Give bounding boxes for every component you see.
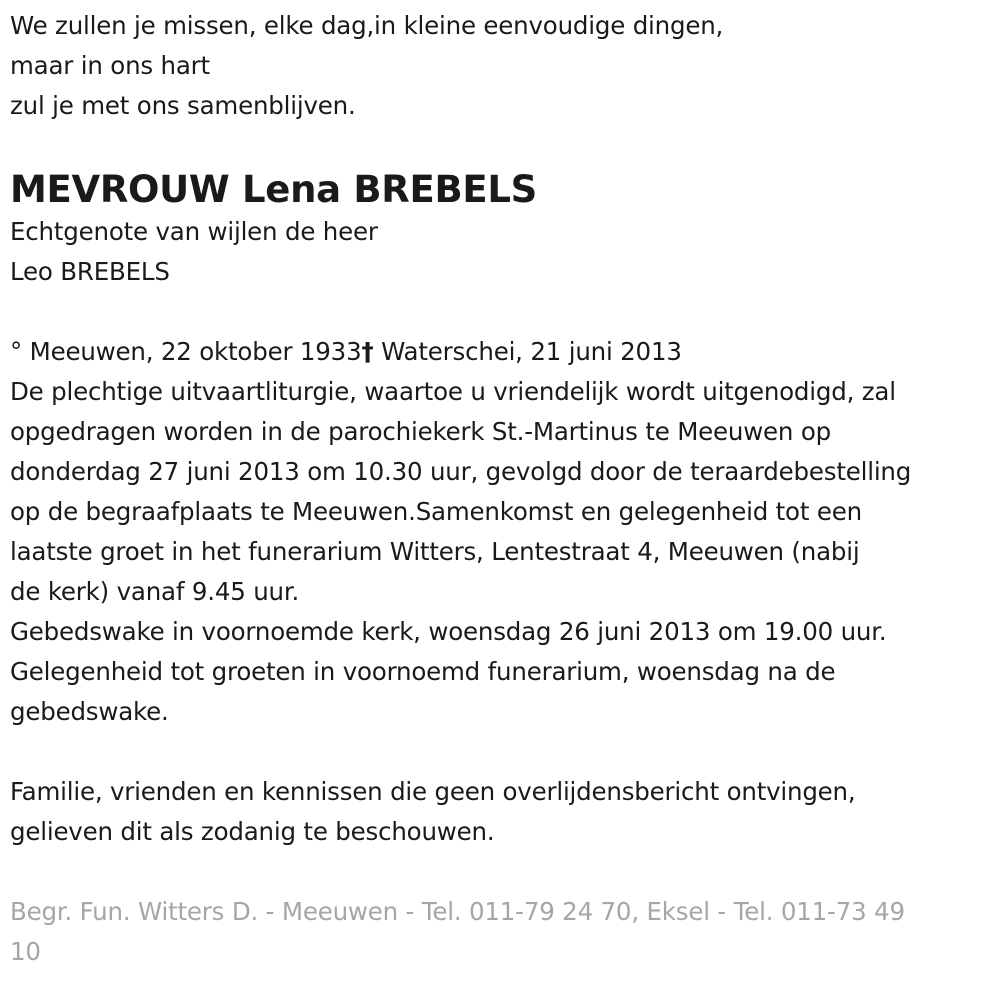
ceremony-line: De plechtige uitvaartliturgie, waartoe u vriendelijk wordt uitgenodigd, zal (10, 377, 896, 406)
obituary-notice (10, 6, 995, 972)
death-info: Waterschei, 21 juni 2013 (373, 337, 682, 366)
poem (10, 6, 995, 126)
notice (10, 772, 995, 852)
footer-line: Begr. Fun. Witters D. - Meeuwen - Tel. 011-79 24 70, Eksel - Tel. 011-73 49 (10, 897, 905, 926)
spacer (10, 852, 995, 892)
spacer (10, 732, 995, 772)
life-dates (10, 332, 995, 372)
spouse-line: Echtgenote van wijlen de heer (10, 217, 378, 246)
ceremony-line: de kerk) vanaf 9.45 uur. (10, 577, 300, 606)
poem-line: We zullen je missen, elke dag,in kleine eenvoudige dingen, (10, 11, 724, 40)
ceremony-line: gebedswake. (10, 697, 169, 726)
ceremony-line: laatste groet in het funerarium Witters, Lentestraat 4, Meeuwen (nabij (10, 537, 860, 566)
ceremony-line: Gelegenheid tot groeten in voornoemd funerarium, woensdag na de (10, 657, 836, 686)
spouse-name: Leo BREBELS (10, 257, 170, 286)
ceremony-line: Gebedswake in voornoemde kerk, woensdag 26 juni 2013 om 19.00 uur. (10, 617, 887, 646)
ceremony-line: op de begraafplaats te Meeuwen.Samenkomst en gelegenheid tot een (10, 497, 862, 526)
ceremony-details (10, 372, 995, 732)
footer-line: 10 (10, 937, 41, 966)
poem-line: maar in ons hart (10, 51, 210, 80)
birth-symbol: ° (10, 337, 23, 366)
birth-info: Meeuwen, 22 oktober 1933 (22, 337, 362, 366)
ceremony-line: opgedragen worden in de parochiekerk St.-Martinus te Meeuwen op (10, 417, 831, 446)
spacer (10, 126, 995, 166)
notice-line: Familie, vrienden en kennissen die geen overlijdensbericht ontvingen, (10, 777, 856, 806)
funeral-director-footer (10, 892, 995, 972)
poem-line: zul je met ons samenblijven. (10, 91, 356, 120)
deceased-name: MEVROUW Lena BREBELS (10, 168, 537, 211)
ceremony-line: donderdag 27 juni 2013 om 10.30 uur, gevolgd door de teraardebestelling (10, 457, 912, 486)
notice-line: gelieven dit als zodanig te beschouwen. (10, 817, 495, 846)
death-cross-icon: † (361, 337, 374, 366)
spacer (10, 292, 995, 332)
